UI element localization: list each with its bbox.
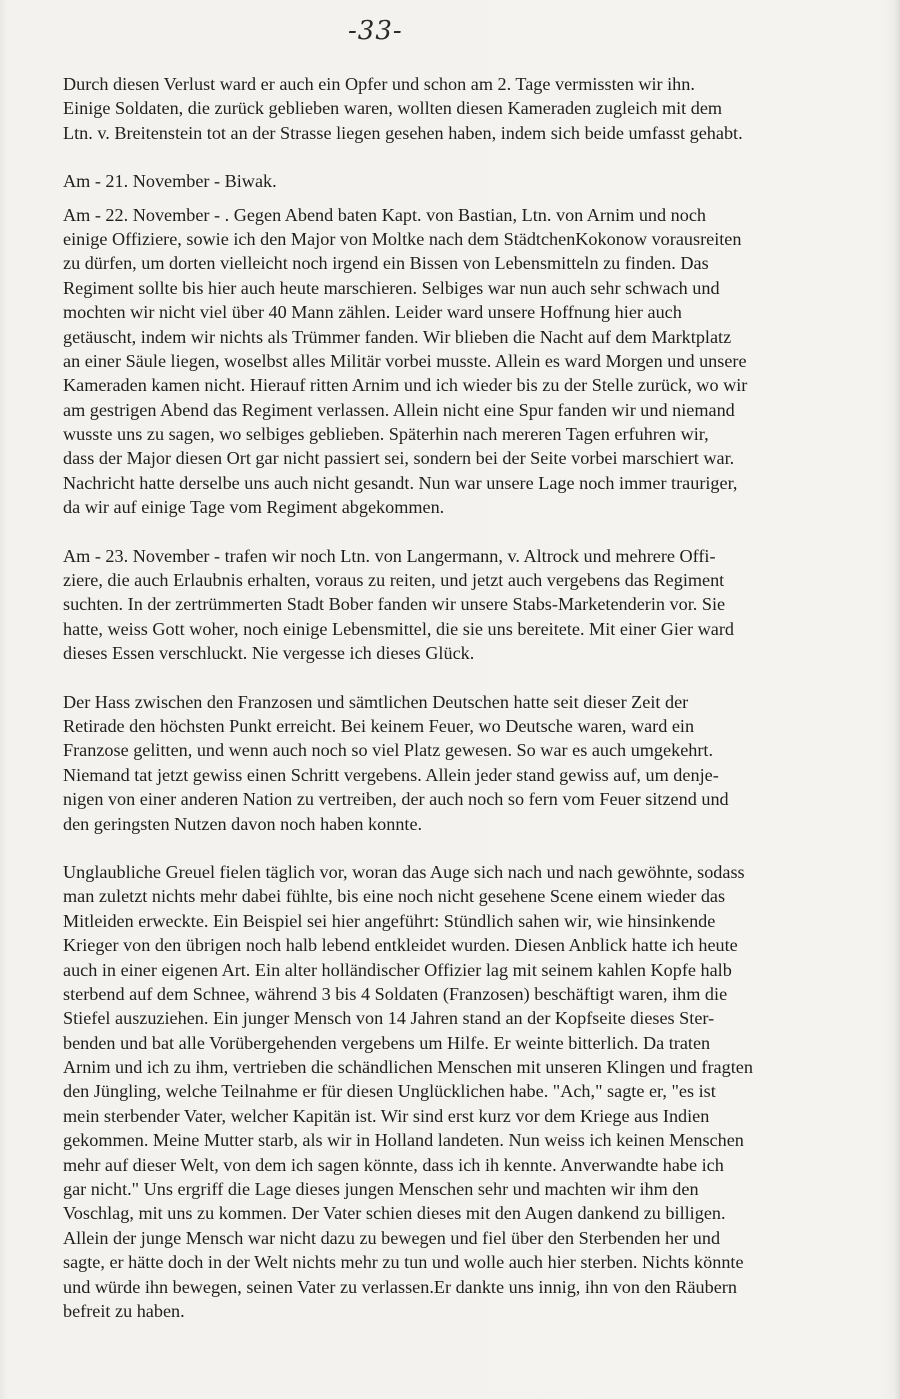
text-line: sterbend auf dem Schnee, während 3 bis 4 Soldaten (Franzosen) beschäftigt waren, ihm die [63, 983, 728, 1004]
paragraph-greuel [63, 860, 900, 1323]
text-line: Regiment sollte bis hier auch heute marschieren. Selbiges war nun auch sehr schwach und [63, 277, 720, 298]
text-line: Am - 23. November - trafen wir noch Ltn. von Langermann, v. Altrock und mehrere Offi- [63, 545, 716, 566]
text-line: Retirade den höchsten Punkt erreicht. Bei keinem Feuer, wo Deutsche waren, ward ein [63, 715, 695, 736]
text-line: Am - 22. November - . Gegen Abend baten Kapt. von Bastian, Ltn. von Arnim und noch [63, 204, 707, 225]
page-edge-shadow [894, 0, 900, 1399]
text-line: gar nicht." Uns ergriff die Lage dieses jungen Menschen sehr und machten wir ihm den [63, 1179, 699, 1200]
text-line: mein sterbender Vater, welcher Kapitän ist. Wir sind erst kurz vor dem Kriege aus Indien [63, 1105, 710, 1126]
text-line: an einer Säule liegen, woselbst alles Militär vorbei musste. Allein es ward Morgen und unsere [63, 350, 747, 371]
text-line: nigen von einer anderen Nation zu vertreiben, der auch noch so fern vom Feuer sitzend und [63, 789, 729, 810]
text-line: getäuscht, indem wir nichts als Trümmer fanden. Wir blieben die Nacht auf dem Marktplatz [63, 326, 732, 347]
text-line: da wir auf einige Tage vom Regiment abgekommen. [63, 497, 445, 518]
text-line: Stiefel auszuziehen. Ein junger Mensch von 14 Jahren stand an der Kopfseite dieses Ster- [63, 1008, 715, 1029]
text-line: sagte, er hätte doch in der Welt nichts mehr zu tun und wolle auch hier sterben. Nichts könnte [63, 1252, 744, 1273]
text-line: wusste uns zu sagen, wo selbiges geblieben. Späterhin nach mereren Tagen erfuhren wir, [63, 424, 709, 445]
text-line: Nachricht hatte derselbe uns auch nicht gesandt. Nun war unsere Lage noch immer trauriger, [63, 472, 738, 493]
text-line: Voschlag, mit uns zu kommen. Der Vater schien dieses mit den Augen dankend zu billigen. [63, 1203, 726, 1224]
body-text [63, 72, 900, 1347]
text-line: den Jüngling, welche Teilnahme er für diesen Unglücklichen habe. "Ach," sagte er, "es ist [63, 1081, 716, 1102]
text-line: Niemand tat jetzt gewiss einen Schritt vergebens. Allein jeder stand gewiss auf, um denje- [63, 764, 719, 785]
text-line: Allein der junge Mensch war nicht dazu zu bewegen und fiel über den Sterbenden her und [63, 1227, 721, 1248]
text-line: und würde ihn bewegen, seinen Vater zu verlassen.Er dankte uns innig, ihn von den Räubern [63, 1276, 737, 1297]
paragraph-hass [63, 690, 900, 836]
text-line: mochten wir nicht viel über 40 Mann zählen. Leider ward unsere Hoffnung hier auch [63, 302, 682, 323]
text-line: mehr auf dieser Welt, von dem ich sagen könnte, dass ich ih kennte. Anverwandte habe ich [63, 1154, 724, 1175]
text-line: einige Offiziere, sowie ich den Major von Moltke nach dem StädtchenKokonow vorausreiten [63, 228, 742, 249]
text-line: den geringsten Nutzen davon noch haben konnte. [63, 813, 423, 834]
text-line: dieses Essen verschluckt. Nie vergesse ich dieses Glück. [63, 643, 475, 664]
paragraph-22-november [63, 203, 900, 520]
text-line: dass der Major diesen Ort gar nicht passiert sei, sondern bei der Seite vorbei marschiert war. [63, 448, 735, 469]
text-line: auch in einer eigenen Art. Ein alter holländischer Offizier lag mit seinem kahlen Kopfe halb [63, 959, 732, 980]
text-line: Krieger von den übrigen noch halb lebend entkleidet wurden. Diesen Anblick hatte ich heute [63, 935, 738, 956]
text-line: Kameraden kamen nicht. Hierauf ritten Arnim und ich wieder bis zu der Stelle zurück, wo wir [63, 375, 748, 396]
text-line: gekommen. Meine Mutter starb, als wir in Holland landeten. Nun weiss ich keinen Menschen [63, 1130, 744, 1151]
text-line: hatte, weiss Gott woher, noch einige Lebensmittel, die sie uns bereitete. Mit einer Gier ward [63, 618, 734, 639]
text-line: man zuletzt nichts mehr dabei fühlte, bis eine noch nicht gesehene Scene einem wieder das [63, 886, 726, 907]
text-line: Unglaubliche Greuel fielen täglich vor, woran das Auge sich nach und nach gewöhnte, sodass [63, 861, 745, 882]
text-line: suchten. In der zertrümmerten Stadt Bober fanden wir unsere Stabs-Marketenderin vor. Sie [63, 594, 726, 615]
text-line: Ltn. v. Breitenstein tot an der Strasse liegen gesehen haben, indem sich beide umfasst gehabt. [63, 122, 743, 143]
text-line: Einige Soldaten, die zurück geblieben waren, wollten diesen Kameraden zugleich mit dem [63, 98, 723, 119]
text-line: befreit zu haben. [63, 1300, 185, 1321]
paragraph-23-november [63, 544, 900, 666]
text-line: Mitleiden erweckte. Ein Beispiel sei hier angeführt: Stündlich sahen wir, wie hinsinkende [63, 910, 716, 931]
text-line: Am - 21. November - Biwak. [63, 171, 277, 192]
paragraph-21-november [63, 169, 900, 193]
paragraph-verlust [63, 72, 900, 145]
text-line: ziere, die auch Erlaubnis erhalten, voraus zu reiten, und jetzt auch vergebens das Regiment [63, 570, 725, 591]
text-line: zu dürfen, um dorten vielleicht noch irgend ein Bissen von Lebensmitteln zu finden. Das [63, 253, 709, 274]
text-line: Arnim und ich zu ihm, vertrieben die schändlichen Menschen mit unseren Klingen und fragten [63, 1057, 753, 1078]
text-line: benden und bat alle Vorübergehenden vergebens um Hilfe. Er weinte bitterlich. Da traten [63, 1032, 711, 1053]
text-line: Durch diesen Verlust ward er auch ein Opfer und schon am 2. Tage vermissten wir ihn. [63, 74, 695, 94]
text-line: Franzose gelitten, und wenn auch noch so viel Platz gewesen. So war es auch umgekehrt. [63, 740, 714, 761]
text-line: Der Hass zwischen den Franzosen und sämtlichen Deutschen hatte seit dieser Zeit der [63, 691, 689, 712]
text-line: am gestrigen Abend das Regiment verlassen. Allein nicht eine Spur fanden wir und niemand [63, 399, 735, 420]
page-number: -33- [348, 16, 403, 46]
